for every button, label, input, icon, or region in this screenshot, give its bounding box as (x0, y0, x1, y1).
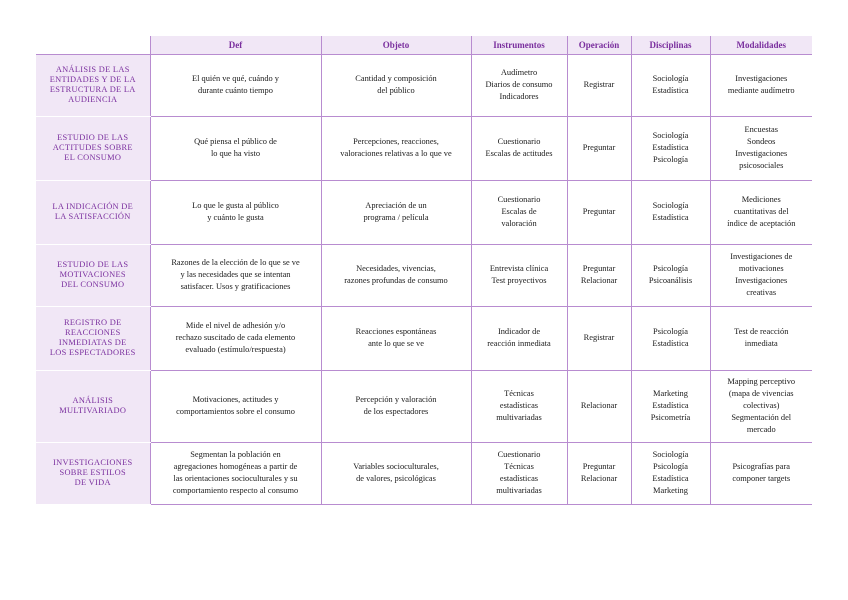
cell-line: Registrar (583, 80, 615, 90)
cell-line: multivariadas (496, 412, 542, 422)
cell-line: agregaciones homogéneas a partir de (173, 462, 298, 472)
table-row (36, 442, 812, 504)
table-row (36, 116, 812, 180)
header-instrumentos: Instrumentos (471, 36, 567, 54)
cell-line: Segmentan la población en (190, 450, 281, 460)
cell-line: de valores, psicológicas (356, 474, 436, 483)
cell-line: reacción inmediata (487, 339, 551, 348)
cell-line: Test proyectivos (491, 276, 547, 285)
row-label-line: REACCIONES (64, 327, 121, 337)
cell-line: Estadística (652, 474, 689, 483)
cell-line: Preguntar (582, 462, 616, 472)
cell-line: Preguntar (582, 143, 616, 153)
cell-line: Técnicas (504, 389, 534, 399)
cell-line: evaluado (estímulo/respuesta) (185, 344, 286, 354)
cell-line: durante cuánto tiempo (198, 86, 273, 95)
cell-modalidades (710, 116, 812, 180)
row-label (36, 442, 150, 504)
cell-line: Cantidad y composición (355, 74, 437, 84)
cell-line: Razones de la elección de lo que se ve (171, 258, 300, 268)
cell-line: del público (377, 86, 415, 95)
cell-line: Mide el nivel de adhesión y/o (185, 321, 286, 331)
cell-objeto (321, 442, 471, 504)
row-label-line: LA SATISFACCIÓN (54, 212, 131, 221)
cell-line: Necesidades, vivencias, (356, 264, 436, 274)
cell-line: comportamiento respecto al consumo (172, 485, 299, 495)
row-label-line: ANÁLISIS DE LAS (55, 64, 130, 74)
cell-line: Técnicas (504, 462, 534, 472)
cell-line: Segmentación del (731, 412, 792, 422)
cell-line: motivaciones (738, 264, 784, 274)
cell-line: Estadística (652, 213, 689, 222)
cell-line: mediante audímetro (727, 86, 795, 95)
cell-line: valoración (501, 218, 537, 228)
cell-operacion (567, 116, 631, 180)
cell-line: comportamientos sobre el consumo (176, 407, 295, 416)
cell-line: Percepciones, reacciones, (353, 137, 439, 147)
row-label-line: INMEDIATAS DE (58, 338, 127, 347)
cell-def (150, 442, 321, 504)
row-label-line: AUDIENCIA (68, 95, 118, 105)
cell-line: Apreciación de un (365, 201, 427, 211)
cell-line: Investigaciones (735, 74, 788, 84)
header-operacion: Operación (567, 36, 631, 54)
header-row (36, 36, 812, 54)
cell-line: Cuestionario (497, 450, 541, 460)
cell-line: índice de aceptación (727, 218, 796, 228)
row-label-line: LOS ESPECTADORES (49, 348, 136, 358)
cell-line: colectivas) (743, 401, 780, 411)
cell-disciplinas (631, 306, 710, 370)
cell-objeto (321, 244, 471, 306)
cell-disciplinas (631, 180, 710, 244)
cell-disciplinas (631, 442, 710, 504)
cell-line: estadísticas (499, 401, 539, 411)
cell-def (150, 244, 321, 306)
row-label-line: INVESTIGACIONES (53, 457, 133, 467)
cell-modalidades (710, 244, 812, 306)
cell-instrumentos (471, 370, 567, 442)
cell-line: Audímetro (500, 68, 538, 78)
row-label-line: REGISTRO DE (63, 317, 122, 327)
cell-disciplinas (631, 54, 710, 116)
row-label (36, 306, 150, 370)
cell-line: Sociología (652, 131, 689, 141)
header-disciplinas: Disciplinas (631, 36, 710, 54)
cell-line: Relacionar (580, 474, 618, 483)
row-label (36, 370, 150, 442)
cell-objeto (321, 370, 471, 442)
cell-line: (mapa de vivencias (728, 389, 794, 399)
cell-line: lo que ha visto (210, 149, 261, 158)
cell-line: Psicoanálisis (648, 276, 693, 285)
cell-line: Cuestionario (497, 195, 541, 205)
cell-line: Preguntar (582, 264, 616, 274)
cell-disciplinas (631, 370, 710, 442)
cell-line: Marketing (653, 485, 688, 495)
cell-instrumentos (471, 442, 567, 504)
cell-modalidades (710, 180, 812, 244)
cell-objeto (321, 306, 471, 370)
cell-def (150, 116, 321, 180)
cell-line: componer targets (732, 474, 791, 483)
cell-line: Encuestas (744, 125, 778, 135)
cell-line: Escalas de actitudes (485, 149, 553, 158)
cell-modalidades (710, 370, 812, 442)
row-label-line: SOBRE ESTILOS (59, 467, 126, 477)
row-label-line: MOTIVACIONES (59, 269, 126, 279)
header-modalidades: Modalidades (710, 36, 812, 54)
row-label (36, 116, 150, 180)
cell-line: Sondeos (747, 137, 776, 147)
cell-operacion (567, 306, 631, 370)
header-def: Def (150, 36, 321, 54)
row-label-line: ESTUDIO DE LAS (57, 259, 129, 269)
cell-operacion (567, 370, 631, 442)
cell-line: Sociología (652, 201, 689, 211)
cell-line: y las necesidades que se intentan (180, 270, 291, 280)
cell-line: Sociología (652, 450, 689, 460)
cell-line: Registrar (583, 333, 615, 343)
cell-line: El quién ve qué, cuándo y (192, 74, 279, 84)
cell-objeto (321, 180, 471, 244)
cell-line: Variables socioculturales, (353, 462, 439, 472)
cell-line: Estadística (652, 401, 689, 411)
cell-objeto (321, 116, 471, 180)
cell-operacion (567, 442, 631, 504)
cell-line: Psicología (653, 264, 688, 274)
row-label-line: EL CONSUMO (64, 153, 122, 163)
row-label-line: ENTIDADES Y DE LA (49, 74, 136, 84)
table-row (36, 54, 812, 116)
cell-line: Entrevista clínica (489, 264, 549, 274)
row-label (36, 180, 150, 244)
header-objeto: Objeto (321, 36, 471, 54)
cell-disciplinas (631, 116, 710, 180)
cell-line: psicosociales (739, 160, 784, 170)
cell-def (150, 370, 321, 442)
row-label-line: LA INDICACIÓN DE (52, 201, 134, 211)
cell-instrumentos (471, 180, 567, 244)
cell-line: Cuestionario (497, 137, 541, 147)
cell-operacion (567, 180, 631, 244)
cell-line: Lo que le gusta al público (192, 201, 279, 211)
cell-line: estadísticas (499, 474, 539, 483)
cell-line: y cuánto le gusta (207, 213, 264, 222)
cell-line: Estadística (652, 339, 689, 348)
cell-disciplinas (631, 244, 710, 306)
research-methods-table (36, 36, 812, 505)
cell-line: Preguntar (582, 207, 616, 217)
cell-line: Estadística (652, 86, 689, 95)
row-label (36, 244, 150, 306)
cell-line: de los espectadores (363, 407, 429, 416)
cell-line: Marketing (653, 389, 688, 399)
cell-line: mercado (746, 424, 776, 434)
cell-line: Percepción y valoración (355, 395, 437, 405)
cell-modalidades (710, 442, 812, 504)
table-row (36, 370, 812, 442)
cell-line: las orientaciones socioculturales y su (173, 474, 298, 483)
row-label-line: ESTUDIO DE LAS (57, 132, 129, 142)
cell-line: Psicografías para (732, 462, 790, 472)
row-label-line: ACTITUDES SOBRE (52, 142, 133, 152)
cell-line: Investigaciones (735, 276, 788, 285)
table-row (36, 306, 812, 370)
cell-line: Reacciones espontáneas (355, 327, 437, 337)
cell-line: Psicometría (650, 412, 691, 422)
cell-line: Investigaciones de (730, 252, 793, 262)
cell-operacion (567, 244, 631, 306)
cell-line: razones profundas de consumo (344, 276, 448, 285)
cell-modalidades (710, 54, 812, 116)
cell-line: Diarios de consumo (485, 80, 553, 90)
row-label-line: MULTIVARIADO (59, 406, 127, 415)
cell-line: inmediata (744, 339, 778, 348)
row-label-line: ESTRUCTURA DE LA (49, 85, 136, 94)
row-label-line: DE VIDA (74, 478, 111, 488)
cell-line: valoraciones relativas a lo que ve (340, 149, 452, 158)
cell-def (150, 306, 321, 370)
cell-modalidades (710, 306, 812, 370)
cell-def (150, 180, 321, 244)
cell-line: Psicología (653, 327, 688, 337)
cell-line: programa / película (363, 213, 429, 222)
cell-line: Mapping perceptivo (727, 377, 796, 387)
cell-line: Psicología (653, 154, 688, 164)
cell-line: Investigaciones (735, 149, 788, 158)
table-row (36, 244, 812, 306)
cell-line: Indicador de (497, 327, 541, 337)
cell-line: Qué piensa el público de (194, 137, 277, 147)
table-row (36, 180, 812, 244)
cell-line: creativas (746, 287, 777, 297)
cell-line: ante lo que se ve (368, 339, 424, 348)
row-label (36, 54, 150, 116)
corner-cell (36, 36, 150, 54)
cell-line: cuantitativas del (733, 207, 789, 217)
cell-line: Motivaciones, actitudes y (192, 395, 279, 405)
cell-line: Mediciones (741, 195, 781, 205)
cell-instrumentos (471, 306, 567, 370)
cell-line: Relacionar (580, 276, 618, 285)
row-label-line: ANÁLISIS (72, 395, 114, 405)
row-label-line: DEL CONSUMO (61, 280, 125, 290)
cell-def (150, 54, 321, 116)
cell-instrumentos (471, 244, 567, 306)
cell-line: multivariadas (496, 485, 542, 495)
cell-objeto (321, 54, 471, 116)
cell-instrumentos (471, 116, 567, 180)
cell-line: satisfacer. Usos y gratificaciones (180, 281, 291, 291)
cell-line: Sociología (652, 74, 689, 84)
cell-line: Relacionar (580, 401, 618, 411)
cell-line: Psicología (653, 462, 688, 472)
cell-instrumentos (471, 54, 567, 116)
cell-line: Indicadores (499, 91, 539, 101)
cell-line: Estadística (652, 143, 689, 153)
cell-operacion (567, 54, 631, 116)
cell-line: rechazo suscitado de cada elemento (175, 333, 296, 343)
cell-line: Escalas de (501, 207, 537, 217)
cell-line: Test de reacción (734, 327, 789, 337)
